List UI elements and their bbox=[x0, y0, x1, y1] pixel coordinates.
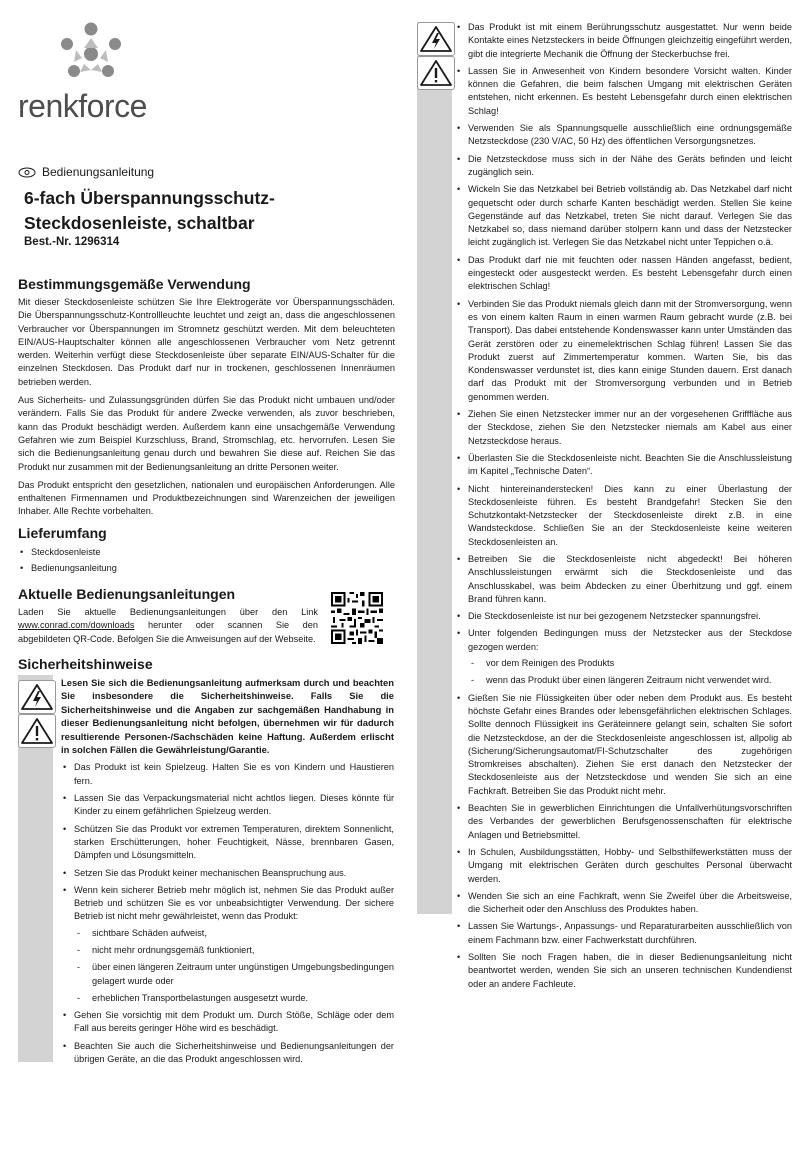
list-item: • Lassen Sie in Anwesenheit von Kindern besondere Vorsicht walten. Kinder können die Gefahren, die beim falschen Umgang mit elektrischen Geräten entstehen, nicht erkennen. Es besteht Lebensgefahr durch einen elektrischen Schlag! bbox=[455, 65, 792, 118]
list-item: • Bedienungsanleitung bbox=[18, 562, 395, 575]
sub-list-item: - vor dem Reinigen des Produkts bbox=[468, 657, 792, 670]
list-item: • In Schulen, Ausbildungsstätten, Hobby- und Selbsthilfewerkstätten muss der Umgang mit elektrischen Geräten durch geschultes Personal überwacht werden. bbox=[455, 846, 792, 886]
scope-section bbox=[18, 525, 395, 579]
list-item: • Nicht hintereinanderstecken! Dies kann zu einer Überlastung der Steckdosenleiste führen. Es besteht Brandgefahr! Stecken Sie den Schutzkontakt-Netzstecker der Steckdosenleiste direkt z.B. in eine Wandsteckdose. Schließen Sie an der Steckdosenleiste keine weiteren Steckdosenleisten an. bbox=[455, 483, 792, 549]
safety-intro: Lesen Sie sich die Bedienungsanleitung aufmerksam durch und beachten Sie insbesondere die Sicherheitshinweise. Falls Sie die Sicherheitshinweise und die Angaben zur sachgemäßen Handhabung in dieser Bedienungsanleitung nicht befolgen, übernehmen wir für dadurch resultierende Personen-/Sachschäden keine Haftung. Außerdem erlischt in solchen Fällen die Gewährleistung/Garantie. bbox=[61, 677, 394, 756]
list-item: • Lassen Sie das Verpackungsmaterial nicht achtlos liegen. Dieses könnte für Kinder zu einem gefährlichen Spielzeug werden. bbox=[61, 792, 394, 819]
safety-right-list bbox=[455, 21, 792, 991]
sub-list-item: - über einen längeren Zeitraum unter ungünstigen Umgebungsbedingungen gelagert wurde oder bbox=[74, 961, 394, 988]
order-number: Best.-Nr. 1296314 bbox=[24, 236, 120, 248]
warning-icon bbox=[418, 57, 454, 89]
eye-icon bbox=[18, 167, 36, 178]
list-item: • Betreiben Sie die Steckdosenleiste nicht abgedeckt! Bei höheren Anschlussleistungen erwärmt sich die Steckdosenleiste und das Anschlusskabel, was beim Abdecken zu einer Überhitzung und ggf. einem Brand führen kann. bbox=[455, 553, 792, 606]
sub-list-item: - wenn das Produkt über einen längeren Zeitraum nicht verwendet wird. bbox=[468, 674, 792, 687]
list-item: • Steckdosenleiste bbox=[18, 546, 395, 559]
scope-list bbox=[18, 546, 395, 576]
scope-heading: Lieferumfang bbox=[18, 525, 107, 541]
list-item-text: Wenn kein sicherer Betrieb mehr möglich ist, nehmen Sie das Produkt außer Betrieb und schützen Sie es vor unbeabsichtigter Verwendung. Der sichere Betrieb ist nicht mehr gewährleistet, wenn das Produkt: bbox=[74, 884, 394, 922]
brand-name: renkforce bbox=[18, 88, 147, 124]
safety-right-sublist bbox=[468, 657, 792, 688]
manual-label bbox=[18, 165, 154, 179]
intended-use-section bbox=[18, 276, 395, 519]
list-item: • Gießen Sie nie Flüssigkeiten über oder neben dem Produkt aus. Es besteht höchste Gefahr eines Brandes oder lebensgefährlichen elektrischen Schlages. Sollte dennoch Flüssigkeit ins Geräteinnere gelangt sein, schalten Sie sofort die Netzsteckdose, an der die Steckdosenleiste angeschlossen ist, allpolig ab (Sicherung/Sicherungsautomat/FI-Schutzschalter des zugehörigen Stromkreises abschalten). Ziehen Sie erst danach den Netzstecker der Steckdosenleiste aus der Netzsteckdose und wenden Sie sich an eine Fachkraft. Betreiben Sie das Produkt nicht mehr. bbox=[455, 692, 792, 798]
page-title bbox=[24, 186, 384, 236]
general-warning-box-left bbox=[18, 714, 56, 748]
list-item: • Die Netzsteckdose muss sich in der Nähe des Geräts befinden und leicht zugänglich sein. bbox=[455, 153, 792, 180]
sub-list-item: - erheblichen Transportbelastungen ausgesetzt wurde. bbox=[74, 992, 394, 1005]
list-item: • Verbinden Sie das Produkt niemals gleich dann mit der Stromversorgung, wenn es von einem kalten Raum in einen warmen Raum gebracht wurde (z.B. bei Transport). Das dabei entstehende Kondenswasser kann unter Umständen das Gerät zerstören oder zu einemelektrischen Schlag führen! Lassen Sie das Produkt zuerst auf Zimmertemperatur kommen. Warten Sie, bis das Kondenswasser verdunstet ist, dies kann einige Stunden dauern. Erst danach darf das Produkt mit der Stromversorgung verbunden und in Betrieb genommen werden. bbox=[455, 298, 792, 404]
list-item-text: Unter folgenden Bedingungen muss der Netzstecker aus der Steckdose gezogen werden: bbox=[468, 628, 792, 652]
list-item: • Die Steckdosenleiste ist nur bei gezogenem Netzstecker spannungsfrei. bbox=[455, 610, 792, 623]
list-item bbox=[61, 884, 394, 1005]
electric-warning-box-right bbox=[417, 22, 455, 56]
list-item: • Wickeln Sie das Netzkabel bei Betrieb vollständig ab. Das Netzkabel darf nicht gequetscht oder durch scharfe Kanten beschädigt werden. Stellen Sie keine Gegenstände auf das Netzkabel, treten Sie nicht darauf. Verlegen Sie das Netzkabel so, dass niemand darüber stolpern kann und dass der Netzstecker leicht zugänglich ist. Verlegen Sie das Netzkabel nicht unter Teppichen o.ä. bbox=[455, 183, 792, 249]
sub-list-item: - sichtbare Schäden aufweist, bbox=[74, 927, 394, 940]
qr-code[interactable] bbox=[331, 592, 383, 644]
warning-band-right bbox=[417, 22, 452, 914]
current-manuals-text-before: Laden Sie aktuelle Bedienungsanleitungen über den Link bbox=[18, 607, 318, 617]
list-item: • Das Produkt ist kein Spielzeug. Halten Sie es von Kindern und Haustieren fern. bbox=[61, 761, 394, 788]
current-manuals-text-after: herunter oder scannen Sie den abgebildeten QR-Code. Befolgen Sie die Anweisungen auf der Webseite. bbox=[18, 620, 318, 644]
current-manuals-text bbox=[18, 606, 318, 646]
intended-use-heading: Bestimmungsgemäße Verwendung bbox=[18, 276, 251, 292]
electric-hazard-icon bbox=[19, 681, 55, 713]
sub-list-item: - nicht mehr ordnungsgemäß funktioniert, bbox=[74, 944, 394, 957]
electric-hazard-icon bbox=[418, 23, 454, 55]
list-item: • Gehen Sie vorsichtig mit dem Produkt um. Durch Stöße, Schläge oder dem Fall aus bereits geringer Höhe wird es beschädigt. bbox=[61, 1009, 394, 1036]
list-item: • Überlasten Sie die Steckdosenleiste nicht. Beachten Sie die Anschlussleistung im Kapitel „Technische Daten“. bbox=[455, 452, 792, 479]
safety-left-list bbox=[61, 761, 394, 1066]
list-item bbox=[455, 627, 792, 687]
electric-warning-box-left bbox=[18, 680, 56, 714]
list-item: • Das Produkt ist mit einem Berührungsschutz ausgestattet. Nur wenn beide Kontakte eines Netzsteckers in beide Öffnungen gleichzeitig eingeführt werden, gibt die integrierte Mechanik die Öffnung der Steckerbuchse frei. bbox=[455, 21, 792, 61]
downloads-link[interactable]: www.conrad.com/downloads bbox=[18, 620, 135, 631]
current-manuals-heading: Aktuelle Bedienungsanleitungen bbox=[18, 586, 236, 602]
list-item: • Beachten Sie auch die Sicherheitshinweise und Bedienungsanleitungen der übrigen Geräte, an die das Produkt angeschlossen wird. bbox=[61, 1040, 394, 1067]
warning-icon bbox=[19, 715, 55, 747]
general-warning-box-right bbox=[417, 56, 455, 90]
intended-use-paragraph-2: Aus Sicherheits- und Zulassungsgründen dürfen Sie das Produkt nicht umbauen und/oder verändern. Falls Sie das Produkt für andere Zwecke verwenden, als zuvor beschrieben, kann das Produkt beschädigt werden. Außerdem kann eine unsachgemäße Verwendung Gefahren wie zum Beispiel Kurzschluss, Brand, Stromschlag, etc. hervorrufen. Lesen Sie sich die Bedienungsanleitung genau durch und bewahren Sie diese auf. Reichen Sie das Produkt nur zusammen mit der Bedienungsanleitung an dritte Personen weiter. bbox=[18, 395, 395, 472]
list-item: • Ziehen Sie einen Netzstecker immer nur an der vorgesehenen Grifffläche aus der Steckdose, ziehen Sie den Netzstecker niemals am Kabel aus einer Netzsteckdose heraus. bbox=[455, 408, 792, 448]
safety-left-sublist bbox=[74, 927, 394, 1005]
list-item: • Wenden Sie sich an eine Fachkraft, wenn Sie Zweifel über die Arbeitsweise, die Sicherheit oder den Anschluss des Produktes haben. bbox=[455, 890, 792, 917]
list-item: • Das Produkt darf nie mit feuchten oder nassen Händen angefasst, bedient, eingesteckt oder ausgesteckt werden. Es besteht Lebensgefahr durch einen elektrischen Schlag! bbox=[455, 254, 792, 294]
list-item: • Setzen Sie das Produkt keiner mechanischen Beanspruchung aus. bbox=[61, 867, 394, 880]
safety-left-content bbox=[61, 676, 394, 1070]
list-item: • Schützen Sie das Produkt vor extremen Temperaturen, direktem Sonnenlicht, starken Erschütterungen, hoher Feuchtigkeit, Nässe, brennbaren Gasen, Dämpfen und Lösungsmitteln. bbox=[61, 823, 394, 863]
safety-right-content bbox=[455, 21, 792, 995]
renkforce-logo-mark bbox=[56, 22, 126, 84]
safety-heading: Sicherheitshinweise bbox=[18, 656, 153, 672]
list-item: • Verwenden Sie als Spannungsquelle ausschließlich eine ordnungsgemäße Netzsteckdose (230 V/AC, 50 Hz) des öffentlichen Versorgungsnetzes. bbox=[455, 122, 792, 149]
manual-label-text: Bedienungsanleitung bbox=[42, 165, 155, 179]
intended-use-paragraph-3: Das Produkt entspricht den gesetzlichen, nationalen und europäischen Anforderungen. Alle enthaltenen Firmennamen und Produktbezeichnungen sind Warenzeichen der jeweiligen Inhaber. Alle Rechte vorbehalten. bbox=[18, 479, 395, 517]
intended-use-paragraph-1: Mit dieser Steckdosenleiste schützen Sie Ihre Elektrogeräte vor Überspannungsschäden. Die Überspannungsschutz-Kontrollleuchte leuchtet und zeigt an, dass die angeschlossenen Verbraucher vor Überspannungen im Stromnetz geschützt werden. Mit dem beleuchteten EIN/AUS-Hauptschalter können alle angeschlossenen Verbraucher vom Netz getrennt werden. Weiterhin verfügt diese Steckdosenleiste über separate EIN/AUS-Schalter für die einzelnen Steckdosen. Das Produkt darf nur in trockenen, geschlossenen Innenräumen betrieben werden. bbox=[18, 297, 395, 387]
list-item: • Lassen Sie Wartungs-, Anpassungs- und Reparaturarbeiten ausschließlich von einem Fachmann bzw. einer Fachwerkstatt durchführen. bbox=[455, 920, 792, 947]
list-item: • Beachten Sie in gewerblichen Einrichtungen die Unfallverhütungsvorschriften des Verbandes der gewerblichen Berufsgenossenschaften für elektrische Anlagen und Betriebsmittel. bbox=[455, 802, 792, 842]
title-line-2: Steckdosenleiste, schaltbar bbox=[24, 213, 255, 233]
brand-logo bbox=[18, 22, 168, 132]
safety-heading-wrap bbox=[18, 656, 395, 672]
title-line-1: 6-fach Überspannungsschutz- bbox=[24, 188, 275, 208]
list-item: • Sollten Sie noch Fragen haben, die in dieser Bedienungsanleitung nicht beantwortet werden, wenden Sie sich an unseren technischen Kundendienst oder an andere Fachleute. bbox=[455, 951, 792, 991]
